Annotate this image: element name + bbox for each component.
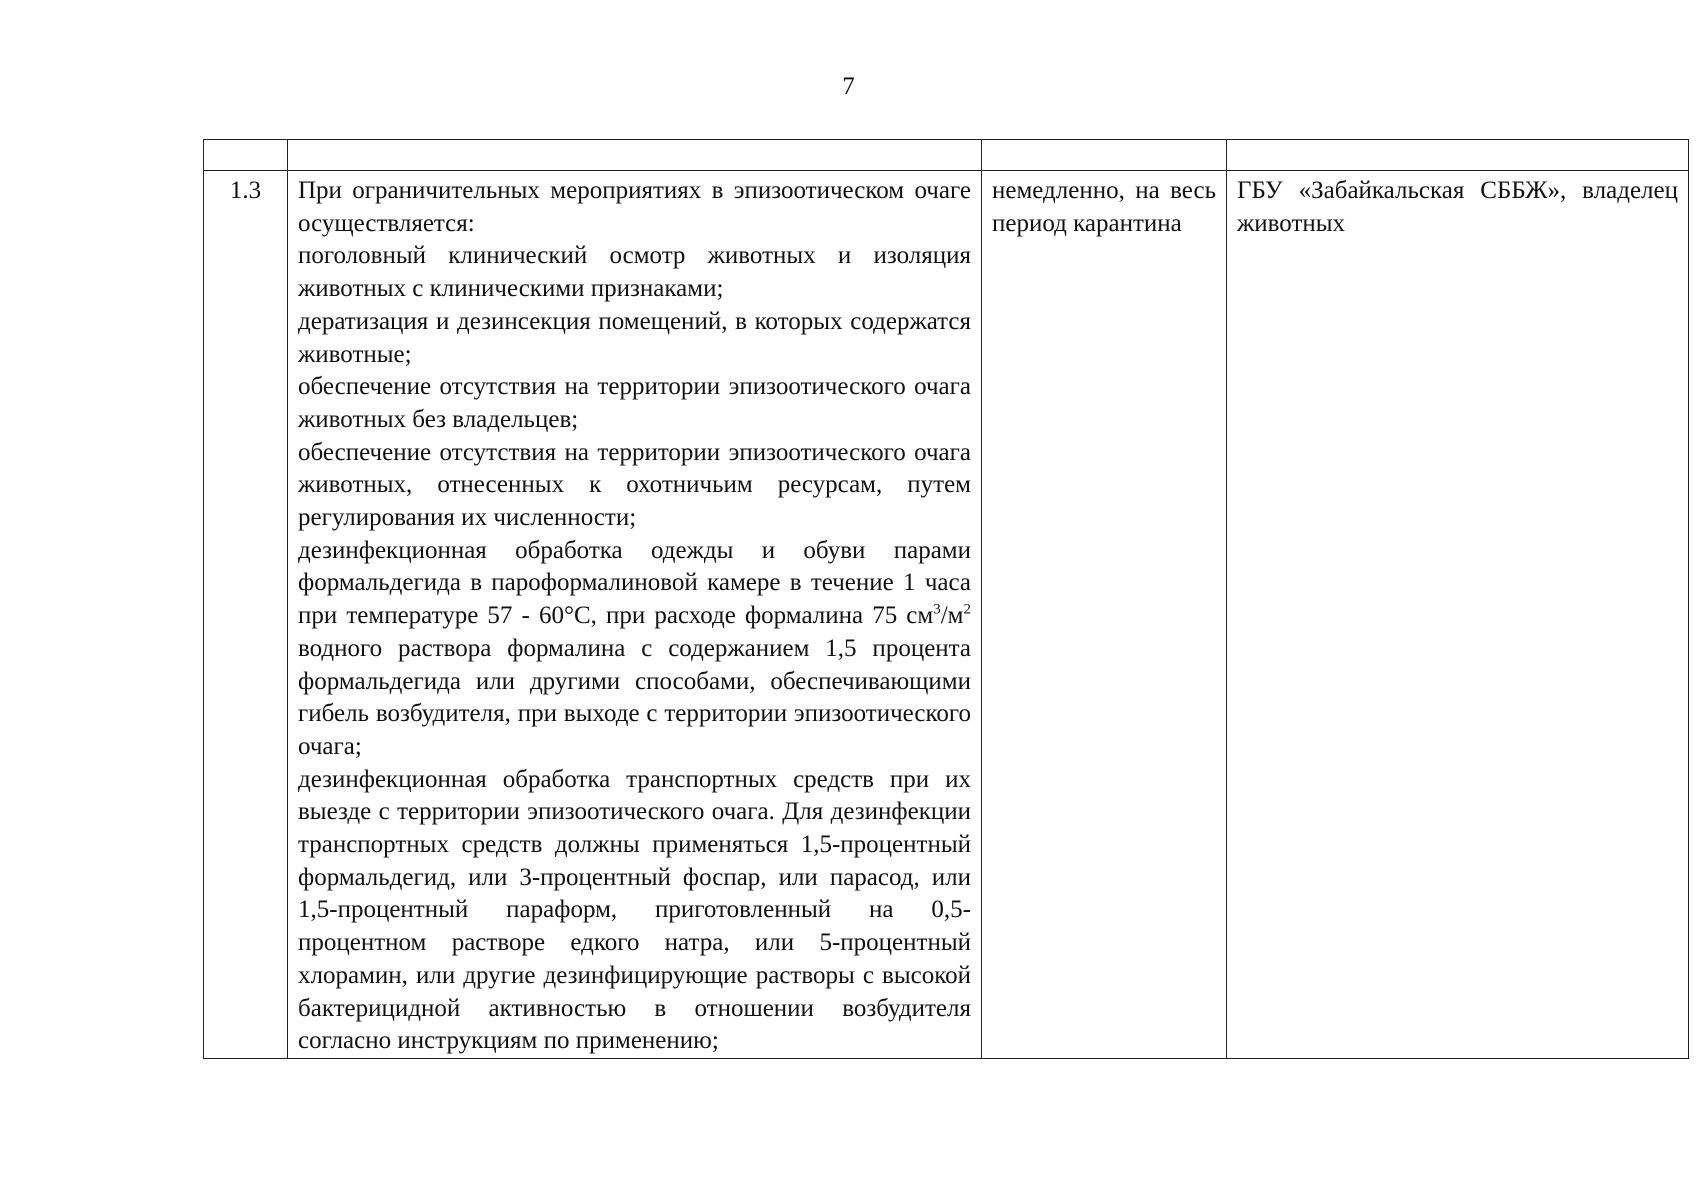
measure-item: обеспечение отсутствия на территории эпизоотического очага животных, отнесенных к охотничьим ресурсам, путем регулирования их численности; — [298, 438, 971, 532]
clothes-text-part1: дезинфекционная обработка одежды и обуви парами формальдегида в пароформалиновой камере в течение 1 часа при температуре 57 - 60°С, при расходе формалина 75 см — [298, 536, 971, 630]
responsible-cell — [1227, 171, 1689, 1059]
measure-item-transport-disinfection: дезинфекционная обработка транспортных средств при их выезде с территории эпизоотического очага. Для дезинфекции транспортных средств должны применяться 1,5-процентный формальдегид, или 3-процентный фоспар, или парасод, или 1,5-процентный параформ, приготовленный на 0,5-процентном растворе едкого натра, или 5-процентный хлорамин, или другие дезинфицирующие растворы с высокой бактерицидной активностью в отношении возбудителя согласно инструкциям по применению; — [298, 765, 971, 1055]
measure-item: дератизация и дезинсекция помещений, в которых содержатся животные; — [298, 307, 971, 368]
term-text: немедленно, на весь период карантина — [992, 177, 1216, 237]
measure-item-clothes-disinfection — [298, 535, 971, 764]
measure-item: обеспечение отсутствия на территории эпизоотического очага животных без владельцев; — [298, 373, 971, 433]
table-header-row — [204, 140, 1689, 171]
page-number: 7 — [842, 73, 855, 100]
measures-intro: При ограничительных мероприятиях в эпизоотическом очаге осуществляется: — [298, 177, 971, 237]
header-cell-responsible — [1227, 140, 1689, 171]
header-cell-measures — [288, 140, 982, 171]
measures-cell — [288, 171, 982, 1059]
row-number: 1.3 — [204, 171, 288, 1059]
clothes-text-part2: водного раствора формалина с содержанием 1,5 процента формальдегида или другими способами, обеспечивающими гибель возбудителя, при выходе с территории эпизоотического очага; — [298, 634, 971, 760]
table-row — [204, 171, 1689, 1059]
term-cell — [982, 171, 1227, 1059]
measure-item: поголовный клинический осмотр животных и изоляция животных с клиническими признаками; — [298, 242, 971, 303]
superscript-3: 3 — [933, 601, 941, 618]
header-cell-num — [204, 140, 288, 171]
measures-table — [203, 139, 1689, 1059]
header-cell-term — [982, 140, 1227, 171]
responsible-text: ГБУ «Забайкальская СББЖ», владелец животных — [1237, 177, 1678, 237]
superscript-2: 2 — [963, 601, 971, 618]
unit-slash-m: /м — [940, 602, 964, 630]
